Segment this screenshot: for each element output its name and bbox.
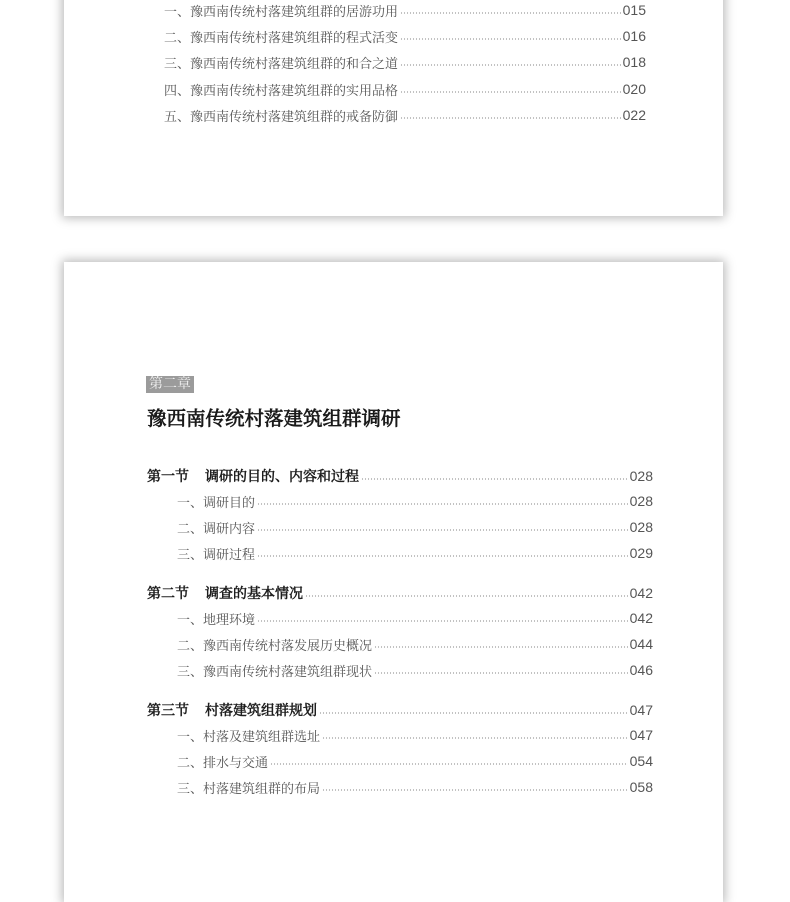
toc-entry-page: 028 <box>629 519 653 535</box>
toc-entry-page: 015 <box>622 2 646 18</box>
toc-entry-page: 016 <box>622 28 646 44</box>
dot-leader <box>257 503 628 505</box>
toc-entry-page: 022 <box>622 107 646 123</box>
toc-entry-label: 三、豫西南传统村落建筑组群的和合之道 <box>164 56 399 72</box>
toc-entry-label: 五、豫西南传统村落建筑组群的戒备防御 <box>164 109 399 125</box>
chapter-badge: 第二章 <box>146 376 194 393</box>
toc-entry-label: 二、豫西南传统村落发展历史概况 <box>177 638 373 654</box>
toc-entry[interactable] <box>177 543 653 563</box>
dot-leader <box>400 12 621 14</box>
toc-entry-page: 018 <box>622 54 646 70</box>
dot-leader <box>257 529 628 531</box>
toc-entry[interactable] <box>164 105 646 125</box>
section-page: 047 <box>629 702 653 718</box>
toc-section-2[interactable] <box>147 583 653 603</box>
toc-entry-page: 047 <box>629 727 653 743</box>
toc-section-1[interactable] <box>147 466 653 486</box>
toc-entry-label: 一、调研目的 <box>177 495 256 511</box>
toc-entry-label: 一、村落及建筑组群选址 <box>177 729 321 745</box>
section-heading <box>147 700 317 720</box>
section-title: 调查的基本情况 <box>205 586 303 602</box>
toc-entry-page: 020 <box>622 81 646 97</box>
toc-entry-label: 三、村落建筑组群的布局 <box>177 781 321 797</box>
dot-leader <box>257 555 628 557</box>
dot-leader <box>400 117 621 119</box>
section-number: 第二节 <box>147 586 189 602</box>
toc-entry-label: 一、豫西南传统村落建筑组群的居游功用 <box>164 4 399 20</box>
section-title: 村落建筑组群规划 <box>205 703 317 719</box>
toc-entry-label: 二、调研内容 <box>177 521 256 537</box>
toc-entry-page: 029 <box>629 545 653 561</box>
toc-entry[interactable] <box>177 517 653 537</box>
toc-section-3[interactable] <box>147 700 653 720</box>
dot-leader <box>270 763 628 765</box>
dot-leader <box>257 620 628 622</box>
toc-entry[interactable] <box>164 26 646 46</box>
toc-page-2 <box>64 262 723 902</box>
toc-entry[interactable] <box>177 608 653 628</box>
section-title: 调研的目的、内容和过程 <box>205 469 359 485</box>
toc-entry-label: 三、豫西南传统村落建筑组群现状 <box>177 664 373 680</box>
toc-entry-label: 一、地理环境 <box>177 612 256 628</box>
dot-leader <box>361 478 628 480</box>
section-page: 028 <box>629 468 653 484</box>
toc-page-1 <box>64 0 723 216</box>
toc-entry-label: 二、豫西南传统村落建筑组群的程式活变 <box>164 30 399 46</box>
section-heading <box>147 583 303 603</box>
dot-leader <box>374 646 628 648</box>
toc-entry[interactable] <box>164 0 646 20</box>
toc-entry-page: 054 <box>629 753 653 769</box>
dot-leader <box>400 64 621 66</box>
dot-leader <box>305 595 628 597</box>
toc-entry-page: 046 <box>629 662 653 678</box>
toc-entry-label: 三、调研过程 <box>177 547 256 563</box>
toc-entry[interactable] <box>164 79 646 99</box>
toc-entry[interactable] <box>177 751 653 771</box>
toc-entry-label: 四、豫西南传统村落建筑组群的实用品格 <box>164 83 399 99</box>
toc-entry-page: 044 <box>629 636 653 652</box>
dot-leader <box>400 38 621 40</box>
toc-entry[interactable] <box>177 725 653 745</box>
toc-entry-page: 058 <box>629 779 653 795</box>
toc-entry[interactable] <box>177 660 653 680</box>
toc-entry[interactable] <box>177 491 653 511</box>
toc-entry-page: 042 <box>629 610 653 626</box>
dot-leader <box>322 789 628 791</box>
section-number: 第三节 <box>147 703 189 719</box>
section-heading <box>147 466 359 486</box>
chapter-title: 豫西南传统村落建筑组群调研 <box>147 407 401 430</box>
dot-leader <box>400 91 621 93</box>
dot-leader <box>319 712 628 714</box>
toc-entry[interactable] <box>177 634 653 654</box>
toc-entry[interactable] <box>177 777 653 797</box>
section-page: 042 <box>629 585 653 601</box>
toc-entry-page: 028 <box>629 493 653 509</box>
dot-leader <box>322 737 628 739</box>
toc-entry[interactable] <box>164 52 646 72</box>
dot-leader <box>374 672 628 674</box>
section-number: 第一节 <box>147 469 189 485</box>
toc-entry-label: 二、排水与交通 <box>177 755 269 771</box>
